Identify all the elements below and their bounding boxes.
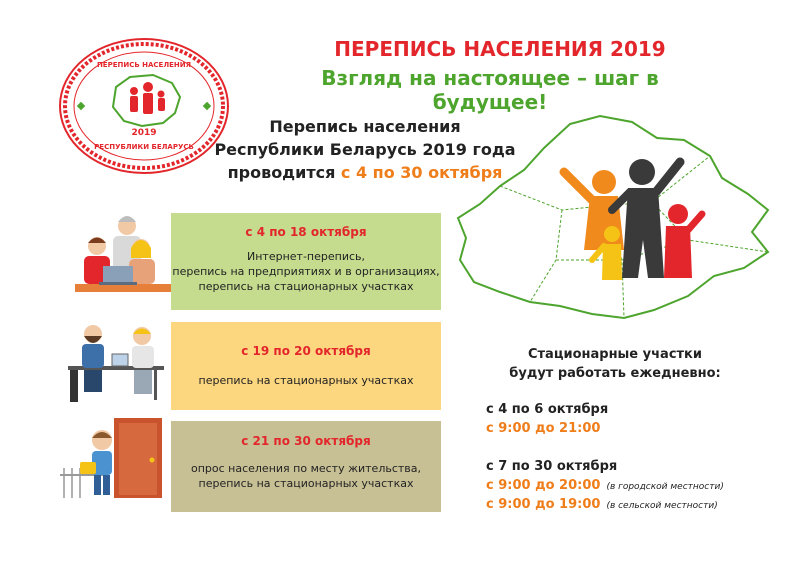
- phase-3-line-2: перепись на стационарных участках: [198, 477, 414, 490]
- intro-line-2: Республики Беларусь 2019 года: [214, 140, 516, 159]
- phase-2-line-1: перепись на стационарных участках: [198, 374, 414, 387]
- schedule-hours-rural-row: [486, 497, 718, 512]
- phase-block-1: [171, 213, 441, 310]
- phase-block-2: [171, 322, 441, 410]
- intro-line-1: Перепись населения: [269, 117, 461, 136]
- phase-2-date: с 19 по 20 октября: [241, 344, 371, 358]
- belarus-map-family-illustration: [452, 110, 787, 332]
- phase-1-line-2: перепись на предприятиях и в организациях,: [172, 265, 440, 278]
- intro-line-3-prefix: проводится: [227, 163, 341, 182]
- family-laptop-illustration: [75, 212, 171, 300]
- logo-top-text: ПЕРЕПИСЬ НАСЕЛЕНИЯ: [96, 61, 192, 69]
- logo-bottom-text: РЕСПУБЛИКИ БЕЛАРУСЬ: [94, 143, 194, 151]
- interview-table-illustration: [60, 320, 170, 408]
- phase-3-date: с 21 по 30 октября: [241, 434, 371, 448]
- schedule-note-rural: (в сельской местности): [606, 501, 718, 511]
- schedule-title: [470, 345, 760, 383]
- schedule-hours-urban-row: [486, 478, 724, 493]
- phase-1-line-1: Интернет-перепись,: [247, 250, 365, 263]
- phase-2-description: [171, 373, 441, 388]
- schedule-period-2: с 7 по 30 октября: [486, 459, 618, 474]
- phase-1-date: с 4 по 18 октября: [245, 225, 367, 239]
- phase-3-line-1: опрос населения по месту жительства,: [190, 462, 422, 475]
- schedule-hours-urban: с 9:00 до 20:00: [486, 478, 601, 493]
- phase-1-line-3: перепись на стационарных участках: [198, 280, 414, 293]
- phase-3-description: [171, 461, 441, 491]
- intro-date-range: с 4 по 30 октября: [340, 163, 503, 182]
- page-title: ПЕРЕПИСЬ НАСЕЛЕНИЯ 2019: [334, 37, 666, 61]
- schedule-hours-1: с 9:00 до 21:00: [486, 421, 601, 436]
- schedule-title-line-1: Стационарные участки: [527, 347, 702, 362]
- phase-1-description: [171, 249, 441, 294]
- schedule-title-line-2: будут работать ежедневно:: [509, 366, 721, 381]
- phase-block-3: [171, 421, 441, 512]
- schedule-note-urban: (в городской местности): [606, 482, 724, 492]
- slogan: Взгляд на настоящее – шаг в будущее!: [321, 66, 659, 114]
- schedule-period-1: с 4 по 6 октября: [486, 402, 609, 417]
- door-visit-illustration: [60, 418, 170, 508]
- schedule-hours-rural: с 9:00 до 19:00: [486, 497, 601, 512]
- logo-year: 2019: [131, 128, 157, 138]
